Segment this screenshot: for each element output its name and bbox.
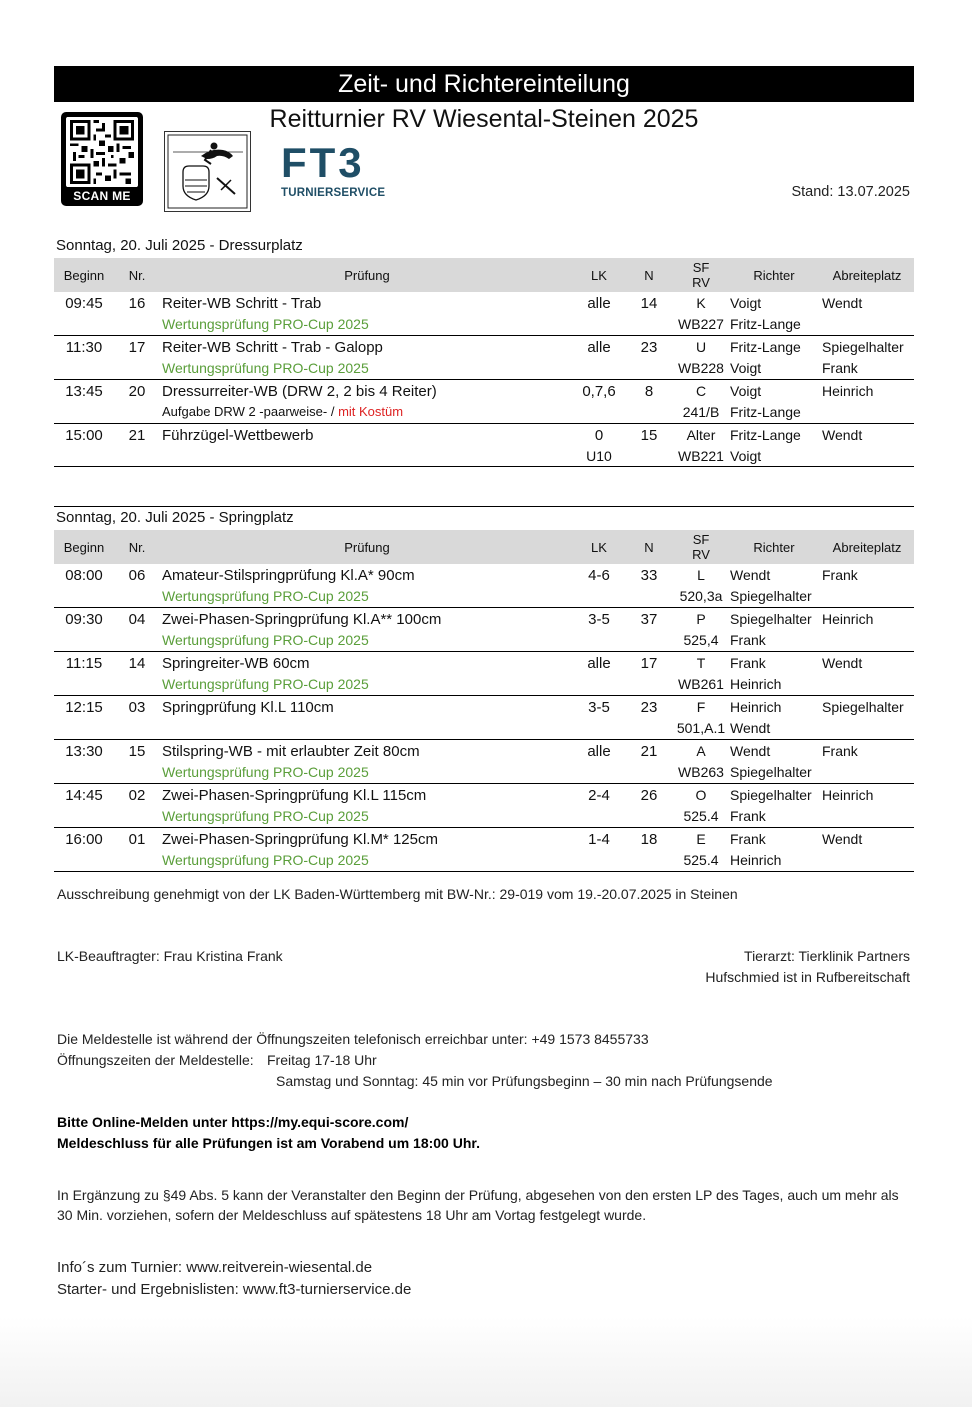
cell-abreiteplatz-1: Frank	[822, 742, 858, 759]
cell-abreiteplatz-2	[820, 402, 914, 423]
document-subtitle: Reitturnier RV Wiesental-Steinen 2025	[269, 105, 699, 133]
cell-abreiteplatz-1: Frank	[822, 567, 858, 583]
cell-empty	[624, 446, 674, 467]
stand-date: Stand: 13.07.2025	[791, 184, 910, 200]
cell-pruefung-subline	[160, 762, 574, 784]
cell-lk-2	[574, 358, 624, 380]
cell-richter-1: Spiegelhalter	[730, 786, 812, 803]
cell-lk: alle	[587, 339, 611, 356]
cell-beginn: 11:30	[65, 339, 103, 356]
cell-pruefung-subline	[160, 718, 574, 739]
cell-rv: 525.4	[674, 850, 728, 872]
cell-beginn: 11:15	[65, 655, 103, 672]
table-row-detail	[54, 674, 914, 696]
cell-abreiteplatz-2	[820, 446, 914, 467]
table-row-detail	[54, 402, 914, 423]
oeffnungszeiten-freitag: Freitag 17-18 Uhr	[267, 1052, 377, 1068]
cell-abreiteplatz-2	[820, 850, 914, 872]
cell-lk-2	[574, 762, 624, 784]
cell-nr: 03	[128, 699, 146, 716]
cell-pruefung-subline	[160, 630, 574, 652]
cell-pruefung-subline	[160, 446, 574, 467]
cell-pruefung: Zwei-Phasen-Springprüfung Kl.A** 100cm	[162, 611, 442, 628]
col-header-pruefung: Prüfung	[160, 530, 574, 564]
cell-abreiteplatz-1: Wendt	[822, 426, 863, 443]
wertung-note: Wertungsprüfung PRO-Cup 2025	[162, 360, 369, 376]
cell-empty	[114, 630, 160, 652]
cell-beginn: 08:00	[65, 567, 103, 584]
cell-richter-2: Spiegelhalter	[728, 586, 820, 608]
cell-nr: 17	[128, 339, 146, 356]
cell-sf: F	[696, 699, 706, 715]
cell-abreiteplatz-2	[820, 314, 914, 336]
cell-empty	[624, 402, 674, 423]
cell-lk-2: U10	[574, 446, 624, 467]
table-row	[54, 380, 914, 403]
ergaenzung-line-1: In Ergänzung zu §49 Abs. 5 kann der Veranstalter den Beginn der Prüfung, abgesehen von den ersten LP des Tages, auch um mehr als	[57, 1187, 899, 1203]
cell-abreiteplatz-1: Heinrich	[822, 786, 874, 803]
cell-richter-1: Wendt	[730, 742, 771, 759]
wertung-note: Wertungsprüfung PRO-Cup 2025	[162, 807, 369, 824]
cell-empty	[114, 402, 160, 423]
cell-rv: WB261	[674, 674, 728, 696]
cell-richter-1: Voigt	[730, 383, 762, 399]
cell-abreiteplatz-1: Wendt	[822, 295, 863, 311]
table-row	[54, 564, 914, 586]
cell-richter-1: Heinrich	[730, 699, 782, 715]
cell-lk: alle	[587, 655, 611, 672]
cell-empty	[54, 674, 114, 696]
col-header-rv: RV	[692, 547, 710, 562]
cell-n: 15	[640, 426, 658, 444]
cell-empty	[114, 806, 160, 828]
col-header-abreiteplatz: Abreiteplatz	[820, 530, 914, 564]
cell-n: 23	[640, 339, 658, 356]
cell-richter-2: Fritz-Lange	[728, 402, 820, 423]
cell-abreiteplatz-2: Frank	[820, 358, 914, 380]
cell-beginn: 14:45	[65, 786, 103, 804]
cell-n: 14	[640, 295, 658, 312]
cell-lk-2	[574, 806, 624, 828]
cell-lk-2	[574, 850, 624, 872]
cell-pruefung: Reiter-WB Schritt - Trab	[162, 295, 322, 312]
cell-beginn: 09:45	[65, 295, 103, 312]
cell-lk: 4-6	[588, 567, 610, 584]
cell-rv: 241/B	[674, 402, 728, 423]
cell-empty	[54, 806, 114, 828]
cell-abreiteplatz-2	[820, 806, 914, 828]
cell-lk: 0	[594, 426, 604, 444]
wertung-note: Wertungsprüfung PRO-Cup 2025	[162, 632, 369, 648]
ft3-logo-text: FT3	[281, 139, 365, 186]
cell-empty	[114, 674, 160, 696]
hufschmied: Hufschmied ist in Rufbereitschaft	[705, 969, 910, 985]
cell-richter-2: Spiegelhalter	[728, 762, 820, 784]
table-row	[54, 336, 914, 359]
cell-richter-2: Frank	[728, 806, 820, 828]
table-row	[54, 739, 914, 762]
meldeschluss: Meldeschluss für alle Prüfungen ist am Vorabend um 18:00 Uhr.	[57, 1135, 480, 1151]
section-divider	[54, 506, 914, 507]
cell-lk-2	[574, 314, 624, 336]
cell-rv: WB221	[674, 446, 728, 467]
cell-pruefung: Amateur-Stilspringprüfung Kl.A* 90cm	[162, 567, 415, 584]
cell-abreiteplatz-1: Heinrich	[822, 611, 874, 627]
cell-empty	[54, 402, 114, 423]
wertung-note: Wertungsprüfung PRO-Cup 2025	[162, 851, 369, 868]
cell-empty	[54, 718, 114, 739]
cell-sf: C	[695, 383, 707, 399]
cell-abreiteplatz-1: Wendt	[822, 830, 863, 847]
kostuem-note: mit Kostüm	[338, 404, 404, 419]
col-header-sf-rv	[674, 258, 728, 292]
cell-beginn: 09:30	[65, 611, 103, 628]
cell-abreiteplatz-2	[820, 762, 914, 784]
col-header-beginn: Beginn	[54, 530, 114, 564]
cell-empty	[54, 630, 114, 652]
table-row-detail	[54, 586, 914, 608]
cell-empty	[114, 850, 160, 872]
cell-n: 8	[644, 383, 654, 400]
cell-richter-2: Frank	[728, 630, 820, 652]
cell-abreiteplatz-1: Heinrich	[822, 383, 874, 399]
cell-richter-1: Spiegelhalter	[730, 611, 812, 627]
cell-pruefung: Springprüfung Kl.L 110cm	[162, 699, 334, 716]
cell-lk: 3-5	[588, 611, 610, 628]
schedule-table-dressur	[54, 258, 914, 467]
cell-n: 21	[640, 742, 658, 760]
cell-lk: 2-4	[588, 786, 610, 804]
qr-code[interactable]	[61, 112, 143, 206]
col-header-nr: Nr.	[114, 258, 160, 292]
cell-sf: A	[696, 742, 706, 759]
cell-pruefung: Dressurreiter-WB (DRW 2, 2 bis 4 Reiter)	[162, 383, 437, 400]
table-row	[54, 783, 914, 806]
table-row	[54, 696, 914, 719]
cell-richter-2: Wendt	[728, 718, 820, 739]
cell-lk-2	[574, 586, 624, 608]
cell-abreiteplatz-2	[820, 630, 914, 652]
table-row	[54, 423, 914, 446]
table-row-detail	[54, 718, 914, 739]
ft3-logo-subtext: TURNIERSERVICE	[281, 187, 386, 199]
cell-sf: P	[696, 611, 706, 627]
cell-beginn: 16:00	[65, 830, 103, 848]
cell-abreiteplatz-1: Spiegelhalter	[822, 339, 904, 355]
cell-lk: 3-5	[588, 699, 610, 716]
cell-nr: 04	[128, 611, 146, 628]
cell-nr: 15	[128, 742, 146, 760]
cell-sf: L	[697, 567, 705, 583]
wertung-note: Wertungsprüfung PRO-Cup 2025	[162, 316, 369, 332]
table-row-detail	[54, 630, 914, 652]
cell-rv: WB227	[674, 314, 728, 336]
col-header-abreiteplatz: Abreiteplatz	[820, 258, 914, 292]
col-header-sf: SF	[692, 532, 710, 547]
cell-richter-2: Heinrich	[728, 674, 820, 696]
cell-sf: U	[695, 339, 707, 355]
cell-empty	[54, 762, 114, 784]
cell-n: 33	[640, 567, 658, 584]
cell-sf: T	[696, 655, 706, 671]
cell-pruefung: Zwei-Phasen-Springprüfung Kl.L 115cm	[162, 786, 427, 804]
cell-nr: 01	[128, 830, 146, 848]
cell-empty	[114, 762, 160, 784]
table-row-detail	[54, 806, 914, 828]
cell-rv: 520,3a	[674, 586, 728, 608]
cell-pruefung: Springreiter-WB 60cm	[162, 655, 310, 672]
table-row-detail	[54, 358, 914, 380]
table-row-detail	[54, 850, 914, 872]
schedule-table-spring	[54, 530, 914, 872]
cell-richter-1: Frank	[730, 830, 766, 847]
col-header-sf-rv	[674, 530, 728, 564]
col-header-lk: LK	[574, 258, 624, 292]
table-header-row	[54, 530, 914, 564]
meldestelle-phone: Die Meldestelle ist während der Öffnungszeiten telefonisch erreichbar unter: +49 1573 8455733	[57, 1031, 649, 1047]
cell-lk: 0,7,6	[582, 383, 616, 400]
cell-empty	[54, 446, 114, 467]
col-header-richter: Richter	[728, 258, 820, 292]
oeffnungszeiten-label: Öffnungszeiten der Meldestelle:	[57, 1052, 254, 1068]
cell-pruefung-subline	[160, 850, 574, 872]
cell-richter-1: Wendt	[730, 567, 771, 583]
turnier-info-link[interactable]: Info´s zum Turnier: www.reitverein-wiesental.de	[57, 1259, 373, 1276]
cell-nr: 21	[128, 426, 146, 444]
cell-rv: 525.4	[674, 806, 728, 828]
section-title-spring: Sonntag, 20. Juli 2025 - Springplatz	[56, 509, 294, 526]
cell-pruefung: Stilspring-WB - mit erlaubter Zeit 80cm	[162, 742, 420, 760]
cell-nr: 14	[128, 655, 146, 672]
cell-empty	[114, 358, 160, 380]
cell-abreiteplatz-1: Wendt	[822, 655, 863, 671]
col-header-richter: Richter	[728, 530, 820, 564]
wertung-note: Wertungsprüfung PRO-Cup 2025	[162, 763, 369, 780]
cell-pruefung: Zwei-Phasen-Springprüfung Kl.M* 125cm	[162, 830, 438, 848]
cell-empty	[54, 850, 114, 872]
cell-pruefung: Führzügel-Wettbewerb	[162, 426, 314, 444]
cell-richter-2: Voigt	[728, 358, 820, 380]
cell-lk-2	[574, 630, 624, 652]
cell-richter-2: Fritz-Lange	[728, 314, 820, 336]
table-row	[54, 652, 914, 675]
cell-pruefung-subline	[160, 806, 574, 828]
cell-beginn: 15:00	[65, 426, 103, 444]
cell-rv: WB263	[674, 762, 728, 784]
cell-lk-2	[574, 718, 624, 739]
online-melden	[57, 1112, 408, 1133]
table-row-detail	[54, 314, 914, 336]
cell-nr: 02	[128, 786, 146, 804]
document-title: Zeit- und Richtereinteilung	[54, 66, 914, 102]
cell-empty	[624, 718, 674, 739]
table-header-row	[54, 258, 914, 292]
cell-rv: WB228	[674, 358, 728, 380]
cell-rv: 525,4	[674, 630, 728, 652]
cell-nr: 16	[128, 295, 146, 312]
cell-n: 23	[640, 699, 658, 716]
cell-abreiteplatz-2	[820, 718, 914, 739]
cell-abreiteplatz-2	[820, 674, 914, 696]
cell-n: 18	[640, 830, 658, 848]
table-row-detail	[54, 762, 914, 784]
qr-label: SCAN ME	[73, 189, 131, 203]
cell-richter-2: Voigt	[728, 446, 820, 467]
col-header-pruefung: Prüfung	[160, 258, 574, 292]
table-row-detail	[54, 446, 914, 467]
oeffnungszeiten-wochenende: Samstag und Sonntag: 45 min vor Prüfungsbeginn – 30 min nach Prüfungsende	[276, 1073, 773, 1089]
ausschreibung-note: Ausschreibung genehmigt von der LK Baden-Württemberg mit BW-Nr.: 29-019 vom 19.-20.07.2025 in Steinen	[57, 886, 738, 902]
col-header-rv: RV	[692, 275, 710, 290]
table-row	[54, 292, 914, 314]
cell-lk: 1-4	[588, 830, 610, 848]
cell-pruefung: Reiter-WB Schritt - Trab - Galopp	[162, 339, 383, 356]
cell-empty	[624, 358, 674, 380]
ft3-logo	[281, 139, 399, 201]
cell-pruefung-subline	[160, 674, 574, 696]
cell-empty	[624, 586, 674, 608]
cell-lk: alle	[587, 295, 611, 312]
qr-code-pattern	[66, 117, 138, 187]
cell-pruefung-subline	[160, 358, 574, 380]
cell-pruefung-subline	[160, 314, 574, 336]
club-logo	[164, 131, 251, 212]
cell-empty	[114, 314, 160, 336]
cell-sf: Alter	[686, 426, 716, 443]
cell-empty	[624, 314, 674, 336]
cell-lk-2	[574, 674, 624, 696]
cell-richter-2: Heinrich	[728, 850, 820, 872]
ergaenzung-line-2: 30 Min. vorziehen, sofern der Meldeschluss auf spätestens 18 Uhr am Vortag festgelegt wurde.	[57, 1207, 647, 1223]
cell-lk: alle	[587, 742, 611, 760]
cell-empty	[54, 358, 114, 380]
cell-beginn: 13:45	[65, 383, 103, 400]
cell-n: 26	[640, 786, 658, 804]
cell-rv: 501,A.1	[674, 718, 728, 739]
wertung-note: Wertungsprüfung PRO-Cup 2025	[162, 676, 369, 692]
cell-empty	[624, 762, 674, 784]
cell-sf: E	[696, 830, 706, 847]
cell-beginn: 13:30	[65, 742, 103, 760]
cell-abreiteplatz-1: Spiegelhalter	[822, 699, 904, 715]
cell-pruefung-subline	[160, 402, 574, 423]
col-header-nr: Nr.	[114, 530, 160, 564]
aufgabe-note: Aufgabe DRW 2 -paarweise- /	[162, 404, 339, 419]
cell-empty	[114, 586, 160, 608]
col-header-lk: LK	[574, 530, 624, 564]
cell-empty	[114, 446, 160, 467]
cell-n: 37	[640, 611, 658, 628]
ergebnislisten-link[interactable]: Starter- und Ergebnislisten: www.ft3-turnierservice.de	[57, 1281, 412, 1298]
wertung-note: Wertungsprüfung PRO-Cup 2025	[162, 588, 369, 604]
cell-sf: O	[695, 786, 707, 803]
cell-richter-1: Fritz-Lange	[730, 339, 801, 355]
cell-richter-1: Frank	[730, 655, 766, 671]
section-title-dressur: Sonntag, 20. Juli 2025 - Dressurplatz	[56, 237, 303, 254]
cell-empty	[54, 586, 114, 608]
cell-empty	[114, 718, 160, 739]
cell-abreiteplatz-2	[820, 586, 914, 608]
online-melden-text: Bitte Online-Melden unter https://my.equi-score.com/	[57, 1114, 409, 1130]
table-row	[54, 827, 914, 850]
cell-n: 17	[640, 655, 658, 672]
cell-nr: 06	[128, 567, 146, 584]
cell-empty	[624, 630, 674, 652]
page-bottom-shade	[0, 1317, 972, 1407]
cell-richter-1: Voigt	[730, 295, 762, 311]
cell-sf: K	[696, 295, 706, 311]
tierarzt: Tierarzt: Tierklinik Partners	[744, 948, 910, 964]
cell-empty	[54, 314, 114, 336]
col-header-sf: SF	[692, 260, 710, 275]
cell-richter-1: Fritz-Lange	[730, 426, 801, 443]
cell-empty	[624, 806, 674, 828]
col-header-beginn: Beginn	[54, 258, 114, 292]
cell-nr: 20	[128, 383, 146, 400]
col-header-n: N	[624, 258, 674, 292]
cell-lk-2	[574, 402, 624, 423]
cell-empty	[624, 850, 674, 872]
table-row	[54, 608, 914, 631]
cell-beginn: 12:15	[65, 699, 103, 716]
col-header-n: N	[624, 530, 674, 564]
cell-empty	[624, 674, 674, 696]
lk-beauftragter: LK-Beauftragter: Frau Kristina Frank	[57, 948, 283, 964]
cell-pruefung-subline	[160, 586, 574, 608]
